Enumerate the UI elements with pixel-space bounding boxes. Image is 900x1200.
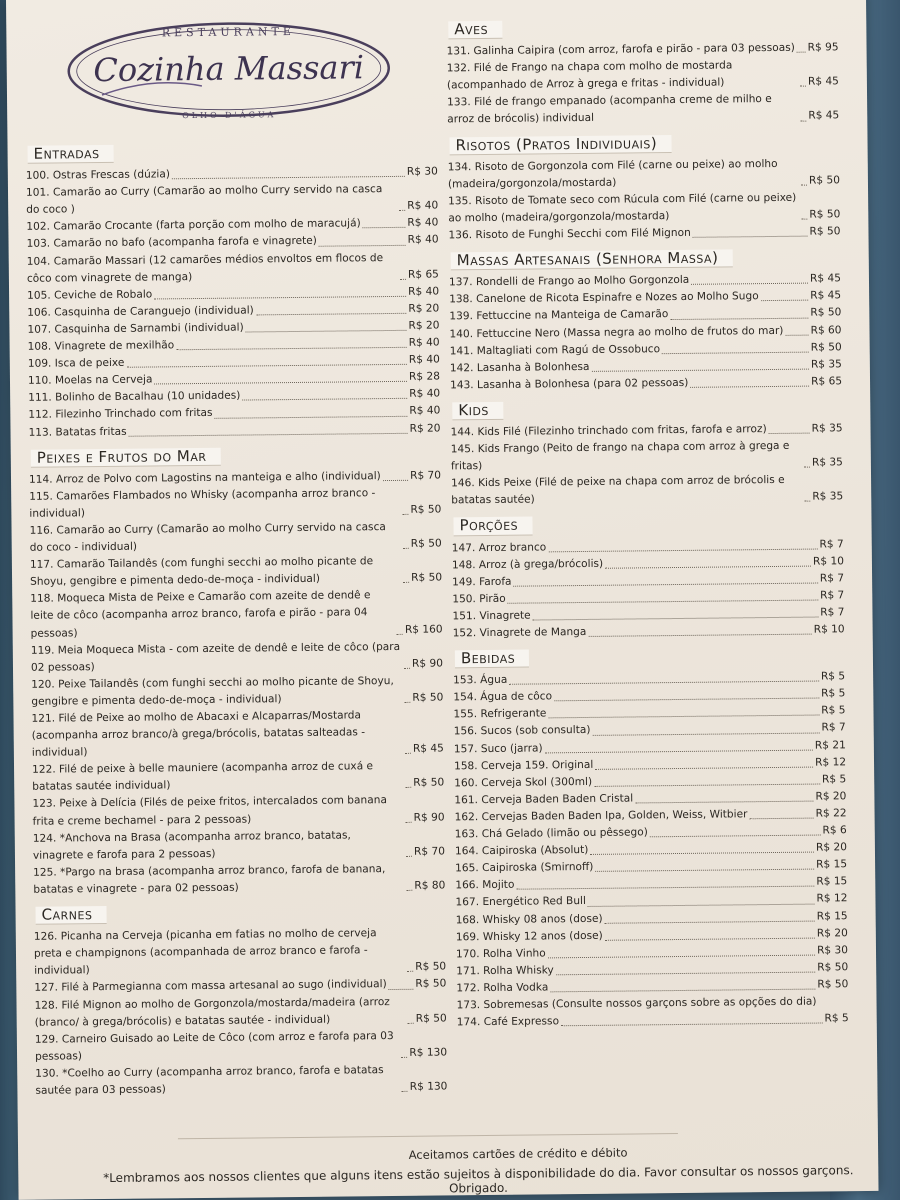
menu-item-price: R$ 70 bbox=[409, 469, 442, 482]
menu-item bbox=[27, 249, 439, 287]
menu-item-text: 116. Camarão ao Curry (Camarão ao molho Curry servido na casca do coco - individual) bbox=[29, 521, 386, 554]
menu-item-text: 135. Risoto de Tomate seco com Rúcula com Filé (carne ou peixe) ao molho (madeira/gorgonzola/mostarda) bbox=[448, 191, 797, 225]
menu-item-text: 108. Vinagrete de mexilhão bbox=[27, 339, 175, 353]
menu-item-price: R$ 50 bbox=[415, 977, 447, 991]
menu-item-text: 142. Lasanha à Bolonhesa bbox=[449, 360, 590, 375]
menu-item-price: R$ 50 bbox=[413, 776, 445, 790]
menu-item-text: 126. Picanha na Cerveja (picanha em fatias no molho de cerveja preta e champignons (acompanhada de arroz branco e farofa - individual) bbox=[33, 927, 377, 978]
leader-dots bbox=[403, 548, 409, 549]
footer-cards-text: Aceitamos cartões de crédito e débito bbox=[408, 1145, 628, 1162]
menu-item-price: R$ 50 bbox=[415, 1012, 447, 1025]
menu-item-price: R$ 50 bbox=[817, 961, 849, 974]
menu-item-price: R$ 35 bbox=[812, 490, 844, 503]
menu-item-price: R$ 40 bbox=[407, 216, 439, 230]
menu-item-price: R$ 12 bbox=[816, 892, 848, 905]
menu-item-price: R$ 28 bbox=[408, 370, 441, 384]
menu-item-price: R$ 50 bbox=[411, 571, 443, 585]
menu-item bbox=[450, 373, 842, 394]
menu-left-column bbox=[25, 133, 447, 1099]
leader-dots bbox=[554, 698, 819, 702]
menu-item-text: 171. Rolha Whisky bbox=[456, 964, 554, 978]
menu-item-text: 113. Batatas fritas bbox=[28, 425, 127, 439]
menu-item-text: 127. Filé à Parmegianna com massa artesanal ao sugo (individual) bbox=[34, 978, 387, 995]
menu-item-text: 112. Filezinho Trinchado com fritas bbox=[28, 407, 213, 422]
section-items bbox=[446, 39, 839, 129]
menu-item-price: R$ 15 bbox=[816, 858, 848, 871]
leader-dots bbox=[533, 617, 819, 621]
leader-dots bbox=[800, 120, 806, 121]
leader-dots bbox=[588, 903, 815, 906]
leader-dots bbox=[407, 971, 413, 972]
leader-dots bbox=[399, 210, 405, 211]
menu-item-price: R$ 50 bbox=[410, 537, 442, 550]
menu-item-text: 173. Sobremesas (Consulte nossos garçons sobre as opções do dia) bbox=[456, 995, 817, 1012]
menu-item bbox=[32, 758, 444, 797]
leader-dots bbox=[172, 176, 405, 179]
menu-item-text: 102. Camarão Crocante (farta porção com molho de maracujá) bbox=[26, 217, 361, 234]
leader-dots bbox=[406, 856, 412, 857]
menu-item-price: R$ 40 bbox=[409, 404, 441, 418]
section-items bbox=[29, 467, 445, 899]
leader-dots bbox=[401, 1057, 407, 1058]
menu-item-text: 154. Água de côco bbox=[453, 690, 553, 704]
menu-item-price: R$ 50 bbox=[810, 306, 842, 319]
menu-item-text: 128. Filé Mignon ao molho de Gorgonzola/mostarda/madeira (arroz (branco/ à grega/brócolis) e batatas sautée - individual) bbox=[34, 995, 390, 1029]
menu-item-text: 147. Arroz branco bbox=[451, 540, 547, 554]
leader-dots bbox=[154, 296, 406, 300]
section-title: Carnes bbox=[35, 906, 106, 925]
menu-item-text: 150. Pirão bbox=[452, 592, 506, 606]
menu-item-price: R$ 130 bbox=[409, 1046, 448, 1059]
leader-dots bbox=[592, 368, 809, 371]
menu-item bbox=[451, 472, 843, 510]
leader-dots bbox=[402, 1091, 408, 1092]
menu-item-text: 144. Kids Filé (Filezinho trinchado com fritas, farofa e arroz) bbox=[450, 423, 767, 439]
menu-item-text: 168. Whisky 08 anos (dose) bbox=[455, 912, 603, 926]
menu-item bbox=[451, 437, 843, 475]
leader-dots bbox=[662, 351, 809, 354]
menu-item-price: R$ 22 bbox=[815, 807, 847, 820]
leader-dots bbox=[605, 920, 815, 923]
menu-item-text: 101. Camarão ao Curry (Camarão ao molho Curry servido na casca do coco ) bbox=[25, 183, 383, 217]
menu-item-text: 172. Rolha Vodka bbox=[456, 981, 549, 995]
menu-item-price: R$ 7 bbox=[821, 721, 846, 734]
section-title: Massas Artesanais (Senhora Massa) bbox=[451, 250, 733, 271]
logo-name: Cozinha Massari bbox=[93, 48, 365, 90]
leader-dots bbox=[605, 937, 815, 940]
leader-dots bbox=[400, 279, 406, 280]
menu-item-text: 119. Meia Moqueca Mista - com azeite de dendê e leite de côco (para 02 pessoas) bbox=[30, 640, 401, 674]
leader-dots bbox=[595, 766, 813, 769]
menu-item-text: 152. Vinagrete de Manga bbox=[452, 625, 587, 640]
section-items bbox=[26, 164, 441, 442]
leader-dots bbox=[749, 818, 813, 820]
leader-dots bbox=[509, 681, 819, 685]
leader-dots bbox=[155, 381, 408, 385]
menu-item-price: R$ 50 bbox=[809, 208, 841, 221]
menu-item-price: R$ 50 bbox=[809, 225, 841, 238]
menu-item-price: R$ 5 bbox=[821, 772, 847, 786]
leader-dots bbox=[242, 398, 407, 401]
leader-dots bbox=[590, 852, 814, 855]
menu-item-text: 141. Maltagliati com Ragú de Ossobuco bbox=[449, 342, 661, 357]
menu-item bbox=[457, 1010, 849, 1031]
leader-dots bbox=[548, 954, 815, 958]
section-title: Kids bbox=[452, 402, 503, 421]
leader-dots bbox=[246, 330, 407, 333]
leader-dots bbox=[545, 749, 813, 753]
menu-item-price: R$ 45 bbox=[808, 109, 840, 123]
leader-dots bbox=[595, 869, 814, 872]
menu-item-text: 118. Moqueca Mista de Peixe e Camarão com azeite de dendê e leite de côco (acompanha arroz branco, farofa e pirão - para 04 pessoas) bbox=[30, 589, 371, 640]
leader-dots bbox=[561, 1023, 822, 1027]
menu-item bbox=[28, 420, 440, 441]
menu-item-price: R$ 45 bbox=[807, 75, 839, 88]
menu-item-text: 114. Arroz de Polvo com Lagostins na manteiga e alho (individual) bbox=[28, 469, 381, 486]
menu-item-text: 138. Canelone de Ricota Espinafre e Nozes ao Molho Sugo bbox=[449, 290, 759, 306]
menu-item-text: 106. Casquinha de Caranguejo (individual) bbox=[27, 304, 254, 319]
menu-item-text: 170. Rolha Vinho bbox=[455, 947, 546, 961]
section-items bbox=[453, 668, 849, 1031]
leader-dots bbox=[516, 886, 814, 890]
menu-item-price: R$ 12 bbox=[815, 755, 847, 769]
menu-item-price: R$ 5 bbox=[821, 704, 846, 717]
menu-item-price: R$ 30 bbox=[406, 165, 438, 178]
menu-item-price: R$ 35 bbox=[810, 357, 842, 371]
menu-item bbox=[35, 1061, 447, 1100]
leader-dots bbox=[397, 634, 403, 635]
menu-item-text: 157. Suco (jarra) bbox=[453, 741, 543, 755]
menu-item-text: 131. Galinha Caipira (com arroz, farofa e pirão - para 03 pessoas) bbox=[446, 41, 795, 58]
menu-item-text: 115. Camarões Flambados no Whisky (acompanha arroz branco - individual) bbox=[29, 486, 376, 520]
menu-item-text: 104. Camarão Massari (12 camarões médios envoltos em flocos de côco com vinagrete de manga) bbox=[26, 251, 384, 285]
menu-item-price: R$ 40 bbox=[408, 353, 440, 366]
menu-item-price: R$ 10 bbox=[812, 554, 844, 568]
menu-item bbox=[448, 223, 840, 244]
menu-item bbox=[447, 91, 839, 129]
menu-item-price: R$ 20 bbox=[816, 926, 848, 940]
leader-dots bbox=[383, 480, 408, 481]
menu-item bbox=[34, 993, 446, 1031]
menu-item-price: R$ 40 bbox=[407, 199, 439, 213]
section-title: Porções bbox=[453, 517, 532, 536]
section-title: Entradas bbox=[28, 145, 114, 164]
menu-item bbox=[29, 518, 441, 557]
menu-item bbox=[33, 826, 445, 865]
menu-item-price: R$ 45 bbox=[809, 272, 842, 285]
menu-item-text: 151. Vinagrete bbox=[452, 609, 531, 623]
menu-item-price: R$ 130 bbox=[409, 1080, 448, 1093]
menu-item-text: 122. Filé de peixe à belle mauniere (acompanha arroz de cuxá e batatas sautée individual) bbox=[32, 760, 374, 794]
leader-dots bbox=[556, 971, 816, 975]
menu-item-text: 134. Risoto de Gorgonzola com Filé (carne ou peixe) ao molho (madeira/gorgonzola/mostarda) bbox=[447, 157, 778, 191]
menu-item-price: R$ 40 bbox=[408, 336, 440, 349]
menu-item-price: R$ 160 bbox=[404, 622, 443, 636]
menu-item-price: R$ 5 bbox=[820, 670, 846, 683]
menu-item-price: R$ 15 bbox=[816, 875, 848, 888]
menu-paper bbox=[6, 0, 879, 1200]
leader-dots bbox=[256, 313, 407, 316]
menu-item-text: 139. Fettuccine na Manteiga de Camarão bbox=[449, 308, 669, 323]
leader-dots bbox=[548, 715, 819, 719]
menu-item-text: 163. Chá Gelado (limão ou pêssego) bbox=[454, 826, 648, 841]
section-items bbox=[452, 536, 845, 643]
menu-item-price: R$ 15 bbox=[816, 909, 848, 923]
menu-item-price: R$ 35 bbox=[811, 422, 843, 435]
menu-item bbox=[30, 587, 443, 643]
logo-bottom-text: OLHO D'ÁGUA bbox=[182, 110, 277, 121]
menu-item bbox=[30, 553, 442, 592]
menu-item-text: 174. Café Expresso bbox=[456, 1015, 560, 1029]
menu-item-text: 100. Ostras Frescas (dúzia) bbox=[25, 168, 170, 182]
menu-item-text: 145. Kids Frango (Peito de frango na chapa com arroz à grega e fritas) bbox=[450, 439, 790, 473]
menu-item-text: 107. Casquinha de Sarnambi (individual) bbox=[27, 321, 244, 336]
section-title: Bebidas bbox=[455, 650, 530, 669]
menu-item-price: R$ 60 bbox=[810, 323, 842, 337]
menu-item-text: 140. Fettuccine Nero (Massa negra ao molho de frutos do mar) bbox=[449, 324, 784, 340]
menu-item-text: 143. Lasanha à Bolonhesa (para 02 pessoas) bbox=[449, 376, 689, 392]
leader-dots bbox=[593, 732, 820, 735]
menu-item-price: R$ 65 bbox=[811, 375, 843, 388]
leader-dots bbox=[408, 1022, 414, 1023]
menu-item-price: R$ 30 bbox=[816, 943, 849, 957]
menu-item bbox=[31, 672, 443, 711]
leader-dots bbox=[402, 514, 408, 515]
menu-item-price: R$ 5 bbox=[821, 687, 846, 700]
menu-item-text: 160. Cerveja Skol (300ml) bbox=[454, 775, 593, 790]
menu-item-price: R$ 20 bbox=[409, 421, 441, 435]
leader-dots bbox=[363, 227, 406, 228]
section-items bbox=[448, 155, 841, 245]
menu-item-price: R$ 50 bbox=[410, 503, 442, 516]
menu-item-price: R$ 20 bbox=[408, 319, 440, 332]
leader-dots bbox=[405, 753, 411, 754]
menu-item-text: 117. Camarão Tailandês (com funghi secchi ao molho picante de Shoyu, gengibre e pimenta dedo-de-moça - individual) bbox=[29, 555, 374, 589]
leader-dots bbox=[508, 599, 818, 603]
menu-item-text: 132. Filé de Frango na chapa com molho de mostarda (acompanhado de Arroz à grega e fritas - individual) bbox=[446, 59, 733, 92]
leader-dots bbox=[594, 783, 820, 786]
menu-item-text: 129. Carneiro Guisado ao Leite de Côco (com arroz e farofa para 03 pessoas) bbox=[34, 1029, 394, 1063]
menu-item bbox=[448, 189, 840, 227]
leader-dots bbox=[801, 184, 807, 185]
menu-item-price: R$ 50 bbox=[817, 978, 849, 991]
menu-item-text: 121. Filé de Peixe ao molho de Abacaxi e Alcaparras/Mostarda (acompanha arroz branco/à grega/brócolis, batatas salteadas - individual) bbox=[31, 709, 366, 759]
logo-top-text: RESTAURANTE bbox=[161, 24, 295, 40]
menu-item-text: 167. Energético Red Bull bbox=[455, 895, 586, 909]
footer-note: *Lembramos aos nossos clientes que alguns itens estão sujeitos à disponibilidade do dia. Favor consultar os nossos garçons. Obrigado. bbox=[103, 1163, 854, 1196]
menu-item-price: R$ 40 bbox=[407, 233, 439, 247]
leader-dots bbox=[693, 236, 808, 238]
leader-dots bbox=[406, 821, 412, 822]
menu-item-text: 155. Refrigerante bbox=[453, 707, 547, 721]
menu-item-price: R$ 5 bbox=[824, 1012, 849, 1025]
menu-item-text: 146. Kids Peixe (Filé de peixe na chapa com arroz de brócolis e batatas sautée) bbox=[451, 474, 785, 507]
menu-item-price: R$ 20 bbox=[408, 302, 440, 315]
menu-item-text: 120. Peixe Tailandês (com funghi secchi ao molho picante de Shoyu, gengibre e pimenta dedo-de-moça - individual) bbox=[31, 674, 394, 708]
leader-dots bbox=[761, 300, 809, 301]
section-title: Aves bbox=[448, 21, 502, 40]
section-title: Risotos (Pratos Individuais) bbox=[449, 135, 671, 155]
menu-item bbox=[33, 860, 445, 899]
menu-item-text: 137. Rondelli de Frango ao Molho Gorgonzola bbox=[448, 274, 690, 289]
leader-dots bbox=[126, 364, 406, 368]
menu-item-text: 103. Camarão no bafo (acompanha farofa e vinagrete) bbox=[26, 235, 317, 251]
menu-item-text: 153. Água bbox=[453, 673, 508, 687]
leader-dots bbox=[588, 634, 811, 637]
menu-item bbox=[32, 792, 444, 831]
menu-item-text: 148. Arroz (à grega/brócolis) bbox=[451, 557, 604, 571]
menu-item-price: R$ 80 bbox=[414, 879, 446, 892]
leader-dots bbox=[691, 283, 808, 285]
menu-item-text: 133. Filé de frango empanado (acompanha creme de milho e arroz de brócolis) individual bbox=[447, 93, 772, 126]
leader-dots bbox=[769, 433, 810, 434]
menu-item-text: 169. Whisky 12 anos (dose) bbox=[455, 929, 603, 943]
leader-dots bbox=[389, 988, 414, 989]
menu-item-text: 161. Cerveja Baden Baden Cristal bbox=[454, 792, 634, 807]
menu-item-price: R$ 45 bbox=[810, 289, 842, 302]
menu-item-text: 162. Cervejas Baden Baden Ipa, Golden, Weiss, Witbier bbox=[454, 808, 748, 824]
menu-item-price: R$ 35 bbox=[811, 456, 843, 469]
menu-item-text: 125. *Pargo na brasa (acompanha arroz branco, farofa de banana, batatas e vinagrete - para 02 pessoas) bbox=[33, 862, 386, 896]
leader-dots bbox=[605, 565, 811, 568]
leader-dots bbox=[670, 317, 808, 319]
menu-item bbox=[31, 706, 444, 762]
leader-dots bbox=[129, 432, 408, 436]
menu-item-price: R$ 10 bbox=[813, 623, 845, 636]
menu-item-price: R$ 70 bbox=[413, 845, 446, 858]
menu-item-price: R$ 45 bbox=[412, 742, 444, 755]
leader-dots bbox=[804, 501, 810, 502]
leader-dots bbox=[650, 835, 821, 838]
menu-item-price: R$ 90 bbox=[411, 657, 444, 670]
footer-divider bbox=[178, 1133, 678, 1139]
menu-item-price: R$ 7 bbox=[819, 537, 844, 551]
menu-item bbox=[447, 56, 839, 94]
leader-dots bbox=[804, 467, 810, 468]
menu-item-text: 136. Risoto de Funghi Secchi com Filé Mignon bbox=[448, 226, 691, 242]
menu-item-text: 123. Peixe à Delícia (Filés de peixe fritos, intercalados com banana frita e creme bechamel - para 2 pessoas) bbox=[32, 794, 387, 828]
menu-item-price: R$ 21 bbox=[814, 738, 846, 752]
menu-item-price: R$ 50 bbox=[810, 340, 842, 354]
menu-item-text: 165. Caipiroska (Smirnoff) bbox=[455, 861, 594, 875]
menu-item bbox=[26, 181, 438, 220]
menu-item-price: R$ 7 bbox=[819, 571, 845, 585]
leader-dots bbox=[801, 219, 807, 220]
menu-item-price: R$ 40 bbox=[409, 387, 441, 401]
menu-item bbox=[29, 484, 441, 523]
leader-dots bbox=[176, 347, 406, 350]
leader-dots bbox=[319, 244, 406, 246]
menu-item bbox=[34, 925, 447, 981]
leader-dots bbox=[550, 989, 815, 993]
menu-item bbox=[31, 638, 443, 677]
menu-item-text: 149. Farofa bbox=[452, 575, 512, 589]
menu-item bbox=[35, 1027, 447, 1066]
leader-dots bbox=[404, 668, 410, 669]
leader-dots bbox=[405, 787, 411, 788]
leader-dots bbox=[800, 86, 806, 87]
section-items bbox=[34, 925, 448, 1100]
menu-item-text: 124. *Anchova na Brasa (acompanha arroz branco, batatas, vinagrete e farofa para 2 pessoas) bbox=[32, 829, 351, 862]
menu-item-price: R$ 20 bbox=[815, 790, 847, 803]
leader-dots bbox=[548, 548, 817, 552]
menu-right-column bbox=[446, 9, 849, 1031]
menu-item-price: R$ 6 bbox=[822, 824, 847, 837]
menu-item-price: R$ 50 bbox=[412, 691, 444, 704]
menu-item bbox=[453, 621, 845, 642]
menu-item-text: 110. Moelas na Cerveja bbox=[27, 373, 153, 388]
menu-item-text: 105. Ceviche de Robalo bbox=[27, 288, 153, 302]
menu-item-text: 156. Sucos (sob consulta) bbox=[453, 724, 591, 738]
menu-item bbox=[448, 155, 840, 193]
menu-item-price: R$ 7 bbox=[820, 606, 845, 619]
leader-dots bbox=[514, 582, 818, 586]
menu-item-text: 109. Isca de peixe bbox=[27, 356, 125, 370]
menu-item-price: R$ 95 bbox=[807, 41, 839, 54]
menu-item-price: R$ 50 bbox=[808, 174, 840, 187]
menu-item-text: 130. *Coelho ao Curry (acompanha arroz branco, farofa e batatas sautée para 03 pessoas) bbox=[35, 1063, 384, 1097]
leader-dots bbox=[635, 801, 813, 804]
restaurant-logo bbox=[61, 14, 397, 126]
leader-dots bbox=[404, 702, 410, 703]
leader-dots bbox=[785, 334, 808, 335]
menu-item-text: 164. Caipiroska (Absolut) bbox=[454, 844, 589, 858]
menu-item-price: R$ 65 bbox=[407, 268, 439, 281]
menu-item-text: 166. Mojito bbox=[455, 879, 515, 892]
menu-item-price: R$ 50 bbox=[415, 960, 447, 974]
section-items bbox=[449, 270, 842, 394]
menu-item-text: 158. Cerveja 159. Original bbox=[453, 758, 594, 773]
leader-dots bbox=[797, 52, 806, 53]
section-title: Peixes e Frutos do Mar bbox=[31, 447, 221, 467]
menu-item-price: R$ 7 bbox=[819, 589, 845, 602]
menu-item-price: R$ 90 bbox=[413, 811, 445, 824]
menu-item-price: R$ 40 bbox=[408, 285, 440, 298]
menu-item-price: R$ 20 bbox=[815, 841, 847, 854]
menu-item-text: 111. Bolinho de Bacalhau (10 unidades) bbox=[28, 389, 241, 405]
leader-dots bbox=[690, 385, 809, 387]
section-items bbox=[450, 420, 843, 510]
leader-dots bbox=[403, 582, 409, 583]
leader-dots bbox=[215, 415, 408, 418]
leader-dots bbox=[406, 890, 412, 891]
